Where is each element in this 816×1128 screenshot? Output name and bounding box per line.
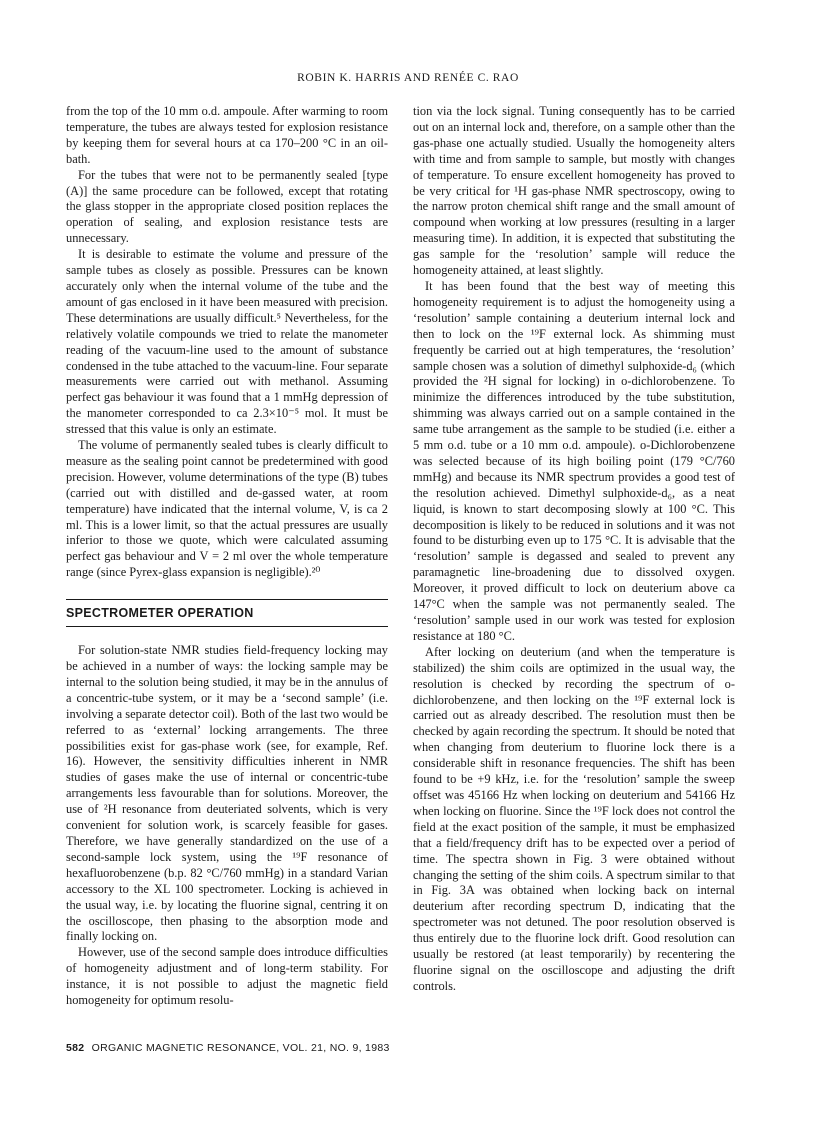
section-heading: SPECTROMETER OPERATION [66,599,388,627]
right-column [413,104,735,995]
left-column [66,104,388,1009]
paragraph: It is desirable to estimate the volume and pressure of the sample tubes as closely as possible. Pressures can be known accurately only when the internal volume of the tube and the amount of gas enclosed in it have been measured with precision. These determinations are usually difficult.⁵ Nevertheless, for the relatively volatile compounds we tried to relate the manometer reading of the vacuum-line used to the amount of substance condensed in the tube attached to the vacuum-line. Four separate measurements were carried out with methanol. Assuming perfect gas behaviour it was found that a 1 mmHg depression of the manometer corresponded to ca 2.3×10⁻⁵ mol. It must be stressed that this value is only an estimate. [66,247,388,437]
paragraph: It has been found that the best way of meeting this homogeneity requirement is to adjust the homogeneity using a ‘resolution’ sample containing a deuterium internal lock and then to lock on the ¹⁹F external lock. As shimming must frequently be carried out at high temperatures, the ‘resolution’ sample chosen was a solution of dimethyl sulphoxide-d₆ (which provided the ²H signal for locking) in o-dichlorobenzene. To minimize the differences introduced by the tube substitution, shimming was always carried out on a sample contained in the same tube arrangement as the sample to be studied (i.e. either a 5 mm o.d. tube or a 10 mm o.d. ampoule). o-Dichlorobenzene was selected because of its high boiling point (179 °C/760 mmHg) and because its NMR spectrum provides a good test of the resolution achieved. Dimethyl sulphoxide-d₆, as a neat liquid, is known to start decomposing slowly at 100 °C. This decomposition is likely to be reduced in solutions and it was not found to be disturbing even up to 175 °C. It is advisable that the ‘resolution’ sample is degassed and sealed to prevent any paramagnetic line-broadening due to dissolved oxygen. Moreover, it proved difficult to lock on deuterium above ca 147°C when the sample was not permanently sealed. The ‘resolution’ sample used in our work was tested for explosion resistance at 180 °C. [413,278,735,643]
running-head: ROBIN K. HARRIS AND RENÉE C. RAO [297,72,519,84]
paragraph: tion via the lock signal. Tuning consequently has to be carried out on an internal lock and, therefore, on a sample other than the gas-phase one actually studied. Usually the homogeneity alters with time and from sample to sample, but mostly with changes of temperature. To ensure excellent homogeneity has proved to be very critical for ¹H gas-phase NMR spectroscopy, owing to the narrow proton chemical shift range and the small amount of compound when working at low pressures (resulting in a larger measuring time). In addition, it is expected that substituting the gas sample for the ‘resolution’ sample will reduce the homogeneity attained, at least slightly. [413,104,735,278]
paragraph: After locking on deuterium (and when the temperature is stabilized) the shim coils are optimized in the usual way, the resolution is checked by recording the spectrum of o-dichlorobenzene, and then locking on the ¹⁹F external lock is carried out as already described. The resolution must then be checked by again recording the spectrum. It should be noted that when changing from deuterium to fluorine lock there is a considerable shift in resonance frequencies. The shift has been found to be +9 kHz, i.e. for the ‘resolution’ sample the sweep offset was 45166 Hz when locking on deuterium and 54166 Hz when locking on fluorine. Since the ¹⁹F lock does not control the field at the exact position of the sample, it must be emphasized that a field/frequency drift has to be expected over a period of time. The spectra shown in Fig. 3 were obtained without changing the setting of the shim coils. A spectrum similar to that in Fig. 3A was obtained when locking back on internal deuterium after recording spectrum D, indicating that the spectrometer was not detuned. The poor resolution observed is thus entirely due to the fluorine lock drift. Good resolution can usually be restored (at least temporarily) by recentering the fluorine signal on the oscilloscope and adjusting the drift controls. [413,644,735,993]
paragraph: For the tubes that were not to be permanently sealed [type (A)] the same procedure can be followed, except that rotating the glass stopper in the appropriate closed position replaces the operation of sealing, and explosion resistance tests are unnecessary. [66,167,388,246]
page-number: 582 [66,1042,85,1054]
paragraph: For solution-state NMR studies field-frequency locking may be achieved in a number of ways: the locking sample may be internal to the solution being studied, it may be in the annulus of a concentric-tube system, or it may be a ‘second sample’ (i.e. involving a separate detector coil). Both of the last two would be referred to as ‘external’ locking arrangements. The three possibilities exist for gas-phase work (see, for example, Ref. 16). However, the sensitivity difficulties inherent in NMR studies of gases make the use of internal or concentric-tube arrangements less favourable than for solutions. Moreover, the use of ²H resonance from deuteriated solvents, which is very convenient for solution work, is scarcely feasible for gases. Therefore, we have generally standardized on the use of a second-sample lock system, using the ¹⁹F resonance of hexafluorobenzene (b.p. 82 °C/760 mmHg) in a standard Varian accessory to the XL 100 spectrometer. Locking is achieved in the usual way, i.e. by locating the fluorine signal, centring it on the oscilloscope, then phasing to the absorption mode and finally locking on. [66,643,388,944]
paragraph: from the top of the 10 mm o.d. ampoule. After warming to room temperature, the tubes are always tested for explosion resistance by keeping them for several hours at ca 170–200 °C in an oil-bath. [66,104,388,166]
journal-citation: ORGANIC MAGNETIC RESONANCE, VOL. 21, NO. 9, 1983 [91,1042,390,1054]
page-footer [66,1042,390,1054]
paragraph: However, use of the second sample does introduce difficulties of homogeneity adjustment and of long-term stability. For instance, it is not possible to adjust the magnetic field homogeneity for optimum resolu- [66,945,388,1008]
paragraph: The volume of permanently sealed tubes is clearly difficult to measure as the sealing point cannot be predetermined with good precision. However, volume determinations of the type (B) tubes (carried out with distilled and de-gassed water, at room temperature) have indicated that the internal volume, V, is ca 2 ml. This is a lower limit, so that the actual pressures are usually inferior to those we quote, which were calculated assuming perfect gas behaviour and V = 2 ml over the whole temperature range (since Pyrex-glass expansion is negligible).²⁰ [66,438,388,580]
